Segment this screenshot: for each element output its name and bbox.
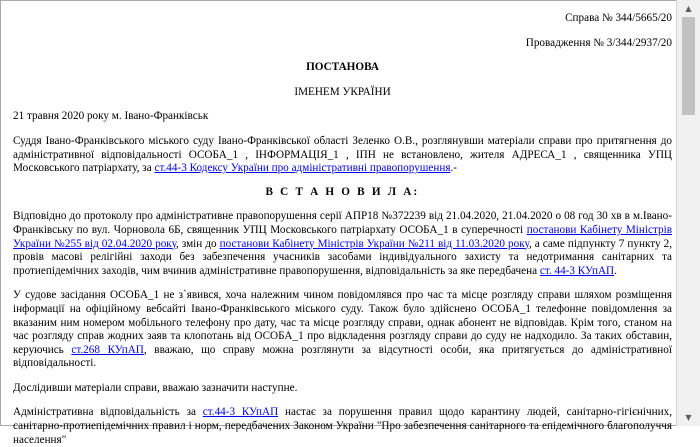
case-number: Справа № 344/5665/20: [565, 12, 672, 24]
para2-text-1: У судове засідання ОСОБА_1 не з`явився, хоча належним чином повідомлявся про час та місце розгляду справи шляхом розміщення інформації на офіційному вебсайті Івано-Франківського міського суду. Також було здійснено ОСОБА_1 телефонне повідомлення за вказаним ним номером мобільного телефону про дату, час та місце розгляду справи, однак абонент не відповідав. Крім того, станом на час розгляду справ жодних заяв та клопотань від ОСОБА_1 про відкладення розгляду справи до суду не надходило. За таких обставин, керуючись: [13, 289, 672, 356]
para4-text-1: Адміністративна відповідальність за: [13, 406, 203, 419]
scroll-up-icon[interactable]: ▲: [685, 4, 692, 13]
para1-text-1: Відповідно до протоколу про адміністративне правопорушення серії АПР18 №372239 від 21.04.2020, 21.04.2020 о 08 год 30 хв в м.Івано-Франківську по вул. Чорновола 6Б, священник УПЦ Московського патріархату ОСОБА_1 в суперечності: [13, 210, 672, 236]
vertical-scrollbar[interactable]: [676, 0, 700, 426]
para1-text-2: , змін до: [176, 237, 220, 250]
link-article-44-3-kupap[interactable]: ст. 44-3 КУпАП: [539, 264, 615, 277]
paragraph-examined: Дослідивши матеріали справи, вважаю зазначити наступне.: [13, 381, 298, 394]
intro-text-1: Суддя Івано-Франківського міського суду Івано-Франківської області Зеленко О.В., розглянувши матеріали справи про притягнення до адміністративної відповідальності ОСОБА_1 , ІНФОРМАЦІЯ_1 , ІПН не встановлено, жителя АДРЕСА_1 , священника УПЦ Московського патріархату, за: [13, 134, 672, 175]
paragraph-protocol: [13, 210, 672, 278]
para4-text-2: настає за порушення правил щодо карантину людей, санітарно-гігієнічних, санітарно-протиепідемічних правил і норм, передбачених Законом України "Про забезпечення санітарного та епідемічного благополуччя населення": [13, 406, 673, 446]
intro-paragraph: [13, 135, 672, 176]
scrollbar-thumb[interactable]: [682, 17, 695, 115]
scroll-down-icon[interactable]: ▼: [685, 413, 692, 422]
link-article-268-kupap[interactable]: ст.268 КУпАП: [71, 343, 144, 356]
intro-text-2: .-: [450, 162, 458, 175]
link-article-44-3-kupap-2[interactable]: ст.44-3 КУпАП: [202, 406, 279, 419]
proceeding-number: Провадження № 3/344/2937/20: [525, 36, 672, 49]
established-heading: В С Т А Н О В И Л А:: [265, 185, 420, 198]
para2-text-2: , вважаю, що справу можна розглянути за відсутності особи, яка притягується до адміністративної відповідальності.: [13, 343, 672, 370]
paragraph-hearing: [13, 289, 672, 371]
link-resolution-255[interactable]: постанови Кабінету Міністрів України №255 від 02.04.2020 року: [13, 223, 672, 250]
link-resolution-211[interactable]: постанови Кабінету Міністрів України №211 від 11.03.2020 року: [219, 237, 529, 250]
paragraph-responsibility: [13, 406, 672, 447]
para1-text-4: .: [614, 264, 617, 277]
document-subtitle: ІМЕНЕМ УКРАЇНИ: [294, 85, 391, 98]
document-content: [1, 12, 676, 447]
para1-text-3: , а саме підпункту 7 пункту 2, провів масові релігійні заходи без забезпечення учасників засобами індивідуального захисту та недотримання санітарних та протиепідемічних заходів, чим вчинив адміністративне правопорушення, відповідальність за яке передбачена: [13, 237, 672, 277]
document-title: ПОСТАНОВА: [306, 61, 379, 74]
link-code-article-44-3[interactable]: ст.44-3 Кодексу України про адміністративні правопорушення: [154, 162, 451, 175]
date-place: 21 травня 2020 року м. Івано-Франківськ: [13, 110, 209, 123]
